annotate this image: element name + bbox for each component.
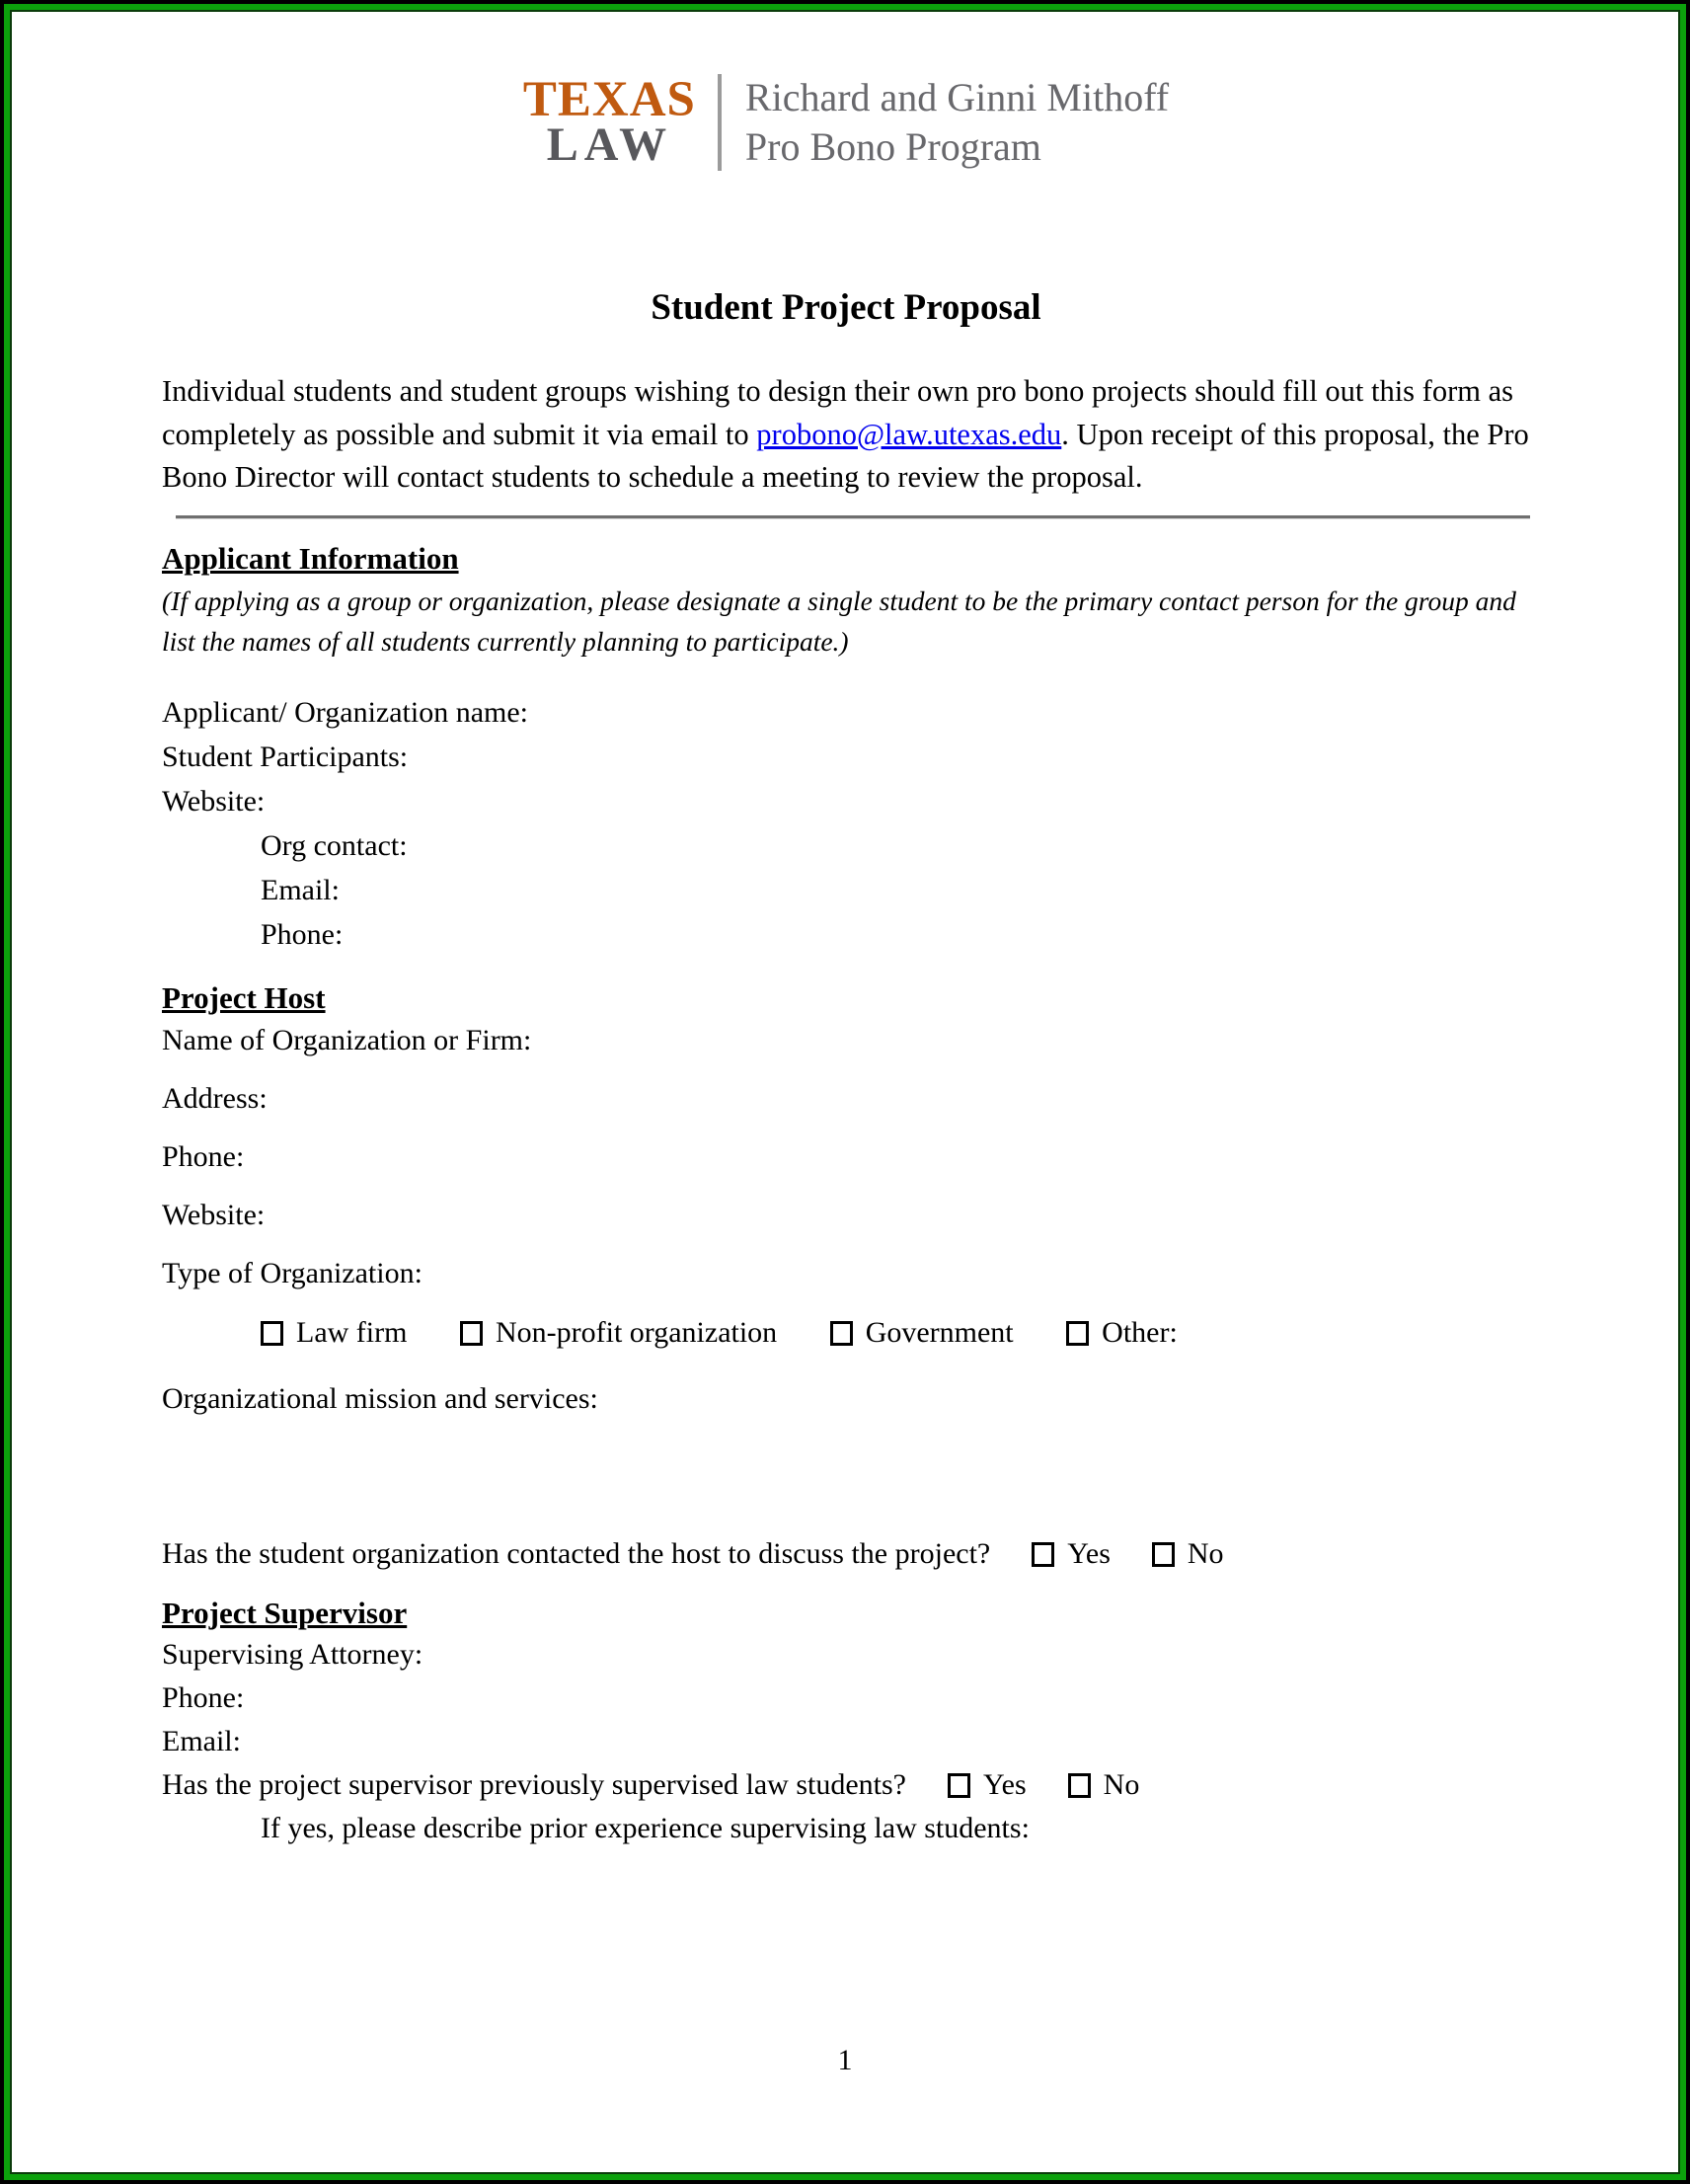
- field-org-email: Email:: [261, 873, 340, 906]
- label-law-firm: Law firm: [296, 1315, 408, 1349]
- section-divider: [176, 515, 1530, 519]
- checkbox-host-contacted-no[interactable]: [1152, 1542, 1175, 1567]
- label-government: Government: [865, 1315, 1014, 1349]
- question-host-contacted-text: Has the student organization contacted the host to discuss the project?: [162, 1536, 991, 1570]
- field-host-name: Name of Organization or Firm:: [162, 1023, 532, 1056]
- option-supervised-no: [1068, 1768, 1140, 1801]
- option-non-profit: [460, 1316, 777, 1349]
- label-other: Other:: [1102, 1315, 1178, 1349]
- checkbox-supervised-no[interactable]: [1068, 1773, 1091, 1798]
- option-law-firm: [261, 1316, 407, 1349]
- page-title: Student Project Proposal: [651, 287, 1041, 328]
- label-non-profit: Non-profit organization: [495, 1315, 778, 1349]
- program-name-line2: Pro Bono Program: [744, 124, 1041, 169]
- intro-text-after: . Upon receipt of this proposal, the Pro Bono Director will contact students to schedule a meeting to review the proposal.: [162, 417, 1529, 495]
- intro-text-before: Individual students and student groups wishing to design their own pro bono projects should fill out this form as completely as possible and submit it via email to: [162, 374, 1513, 451]
- program-name-line1: Richard and Ginni Mithoff: [744, 75, 1170, 119]
- field-supervisor-phone: Phone:: [162, 1681, 245, 1715]
- label-supervised-no: No: [1103, 1768, 1140, 1802]
- page-border-inner: [10, 10, 1680, 2174]
- question-host-contacted: [162, 1531, 1530, 1576]
- option-other: [1066, 1316, 1178, 1349]
- checkbox-other[interactable]: [1066, 1321, 1089, 1346]
- field-organization-type: Type of Organization:: [162, 1256, 422, 1289]
- email-link[interactable]: probono@law.utexas.edu: [756, 417, 1062, 451]
- logo-law-text: LAW: [546, 118, 673, 172]
- intro-paragraph: [162, 370, 1530, 500]
- field-student-participants: Student Participants:: [162, 740, 409, 773]
- field-host-website: Website:: [162, 1198, 266, 1231]
- heading-project-host: Project Host: [162, 979, 326, 1015]
- label-supervised-yes: Yes: [983, 1768, 1027, 1802]
- applicant-fields: [162, 690, 1530, 957]
- option-supervised-yes: [948, 1768, 1027, 1801]
- option-host-contacted-no: [1152, 1537, 1224, 1570]
- checkbox-host-contacted-yes[interactable]: [1032, 1542, 1054, 1567]
- field-supervising-attorney: Supervising Attorney:: [162, 1638, 423, 1672]
- option-host-contacted-yes: [1032, 1537, 1111, 1570]
- checkbox-government[interactable]: [830, 1321, 853, 1346]
- page-content: [12, 12, 1678, 2172]
- field-host-address: Address:: [162, 1081, 268, 1115]
- field-applicant-organization-name: Applicant/ Organization name:: [162, 695, 529, 729]
- heading-applicant-information: Applicant Information: [162, 540, 459, 576]
- page-border-green: [4, 4, 1686, 2180]
- followup-prior-experience: If yes, please describe prior experience supervising law students:: [261, 1812, 1030, 1845]
- page-number: 1: [837, 2044, 853, 2076]
- field-org-phone: Phone:: [261, 917, 344, 951]
- checkbox-law-firm[interactable]: [261, 1321, 283, 1346]
- field-org-contact: Org contact:: [261, 828, 408, 862]
- organization-type-options: [261, 1310, 1530, 1355]
- question-previously-supervised-text: Has the project supervisor previously supervised law students?: [162, 1768, 906, 1802]
- applicant-group-note: (If applying as a group or organization, please designate a single student to be the primary contact person for the group and list the names of all students currently planning to participate.): [162, 585, 1516, 658]
- field-supervisor-email: Email:: [162, 1725, 241, 1758]
- program-name: [722, 73, 1169, 172]
- label-host-contacted-no: No: [1187, 1536, 1224, 1570]
- field-host-phone: Phone:: [162, 1139, 245, 1173]
- logo-texas-text: TEXAS: [522, 72, 696, 128]
- texas-law-wordmark: [522, 72, 718, 172]
- option-government: [830, 1316, 1014, 1349]
- field-applicant-website: Website:: [162, 784, 266, 818]
- checkbox-non-profit[interactable]: [460, 1321, 483, 1346]
- question-previously-supervised: [162, 1763, 1530, 1807]
- heading-project-supervisor: Project Supervisor: [162, 1595, 408, 1630]
- checkbox-supervised-yes[interactable]: [948, 1773, 970, 1798]
- field-organizational-mission: Organizational mission and services:: [162, 1381, 598, 1415]
- label-host-contacted-yes: Yes: [1067, 1536, 1111, 1570]
- header-logo: [162, 73, 1530, 172]
